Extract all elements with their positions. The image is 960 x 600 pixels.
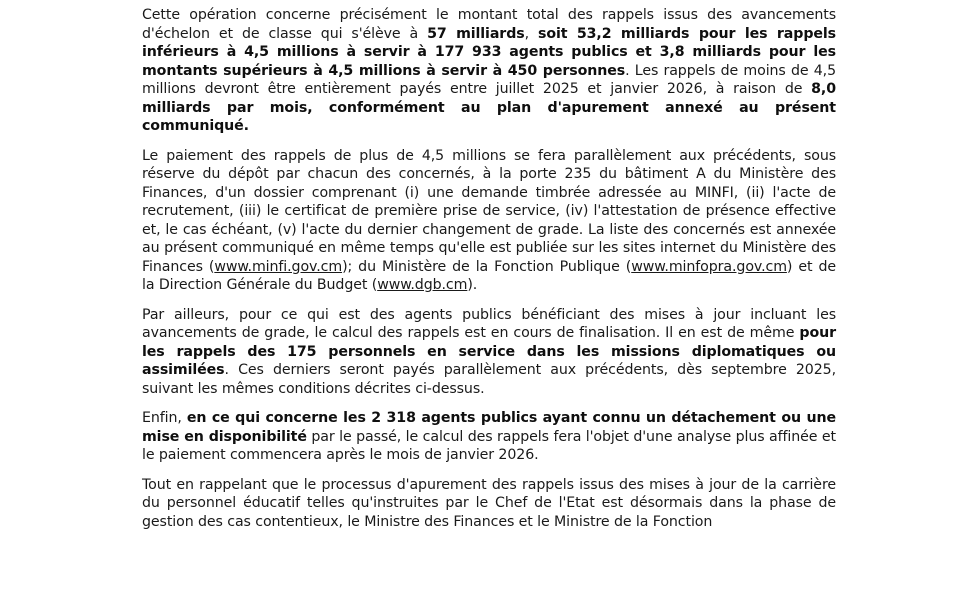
body-text: . Les rappels de moins de 4,5 millions devront être entièrement payés entre juillet 2025 et janvier 2026, à raison de [142,62,836,97]
paragraph-5 [142,476,836,532]
document-body [142,6,836,542]
body-text: par le passé, le calcul des rappels fera l'objet d'une analyse plus affinée et le paiement commencera après le mois de janvier 2026. [142,428,836,463]
bold-text: 8,0 milliards par mois, conformément au plan d'apurement annexé au présent communiqué. [142,81,836,134]
url-text: www.minfi.gov.cm [214,258,343,275]
paragraph-3 [142,306,836,399]
bold-text: 57 milliards [427,25,525,42]
paragraph-2 [142,147,836,295]
bold-text: soit 53,2 milliards pour les rappels inférieurs à 4,5 millions à servir à 177 933 agents publics et 3,8 milliards pour les montants supérieurs à 4,5 millions à servir à 450 personnes [142,25,837,79]
body-text: , [524,25,539,42]
url-text: www.minfopra.gov.cm [631,258,787,275]
body-text: Enfin, [142,410,187,426]
url-text: www.dgb.cm [377,277,468,293]
paragraph-4 [142,409,836,465]
body-text: ); du Ministère de la Fonction Publique ( [342,258,632,275]
body-text: Tout en rappelant que le processus d'apurement des rappels issus des mises à jour de la carrière du personnel éducatif telles qu'instruites par le Chef de l'Etat est désormais dans la phase de gestion des cas contentieux, le Ministre des Finances et le Ministre de la Fonction [142,476,836,530]
body-text: Par ailleurs, pour ce qui est des agents publics bénéficiant des mises à jour incluant les avancements de grade, le calcul des rappels est en cours de finalisation. Il en est de même [142,306,836,341]
paragraph-1 [142,6,836,136]
body-text: ). [467,277,478,293]
bold-text: en ce qui concerne les 2 318 agents publics ayant connu un détachement ou une mise en disponibilité [142,410,836,445]
bold-text: pour les rappels des 175 personnels en service dans les missions diplomatiques ou assimilées [142,325,836,378]
body-text: ) et de la Direction Générale du Budget ( [142,258,837,293]
body-text: . Ces derniers seront payés parallèlement aux précédents, dès septembre 2025, suivant les mêmes conditions décrites ci-dessus. [142,362,836,397]
body-text: Cette opération concerne précisément le montant total des rappels issus des avancements d'échelon et de classe qui s'élève à [142,7,836,42]
body-text: Le paiement des rappels de plus de 4,5 millions se fera parallèlement aux précédents, sous réserve du dépôt par chacun des concernés, à la porte 235 du bâtiment A du Ministère des Finances, d'un dossier comprenant (i) une demande timbrée adressée au MINFI, (ii) l'acte de recrutement, (iii) le certificat de première prise de service, (iv) l'attestation de présence effective et, le cas échéant, (v) l'acte du dernier changement de grade. La liste des concernés est annexée au présent communiqué en même temps qu'elle est publiée sur les sites internet du Ministère des Finances ( [142,147,836,275]
